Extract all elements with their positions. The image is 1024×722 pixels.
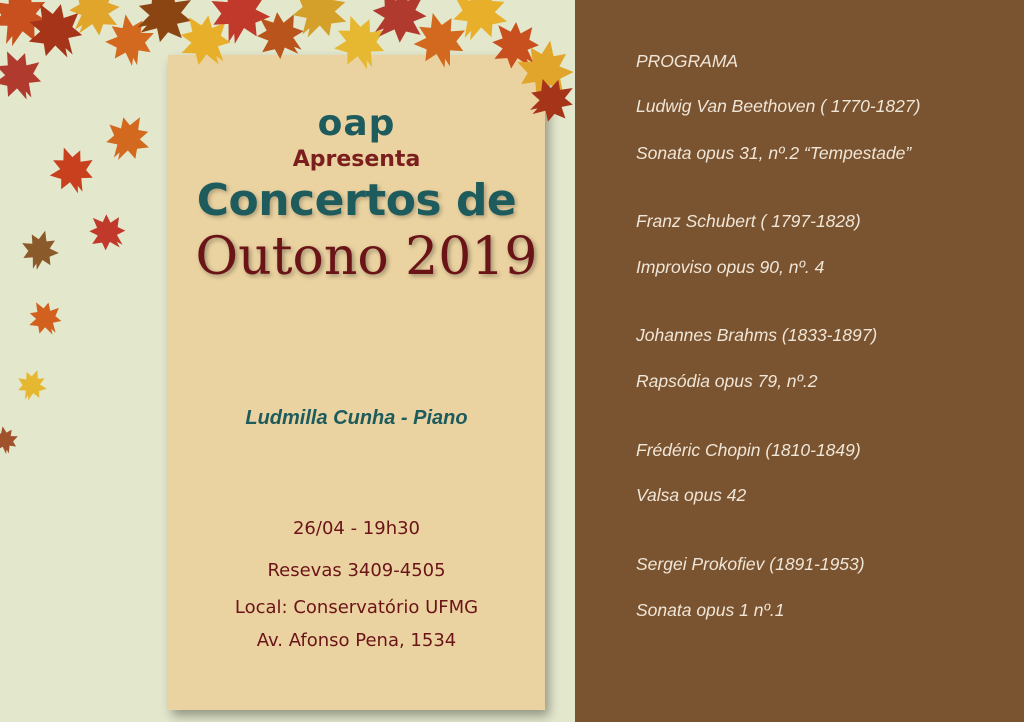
composer-4: Frédéric Chopin (1810-1849) [636, 440, 861, 460]
maple-leaf-icon [12, 365, 52, 405]
maple-leaf-icon [79, 204, 134, 259]
falling-leaves [0, 106, 160, 456]
maple-leaf-icon [0, 424, 21, 456]
composer-2: Franz Schubert ( 1797-1828) [636, 211, 861, 231]
work-1: Sonata opus 31, nº.2 “Tempestade” [636, 143, 912, 163]
reservations-phone: Resevas 3409-4505 [267, 560, 446, 581]
maple-leaf-icon [42, 140, 101, 201]
performer-name: Ludmilla Cunha - Piano [245, 407, 468, 429]
program-heading: PROGRAMA [636, 51, 739, 71]
composer-5: Sergei Prokofiev (1891-1953) [636, 554, 865, 574]
date-time: 26/04 - 19h30 [292, 518, 421, 539]
maple-leaf-icon [96, 106, 159, 170]
work-3: Rapsódia opus 79, nº.2 [636, 371, 818, 391]
maple-leaf-icon [0, 41, 51, 109]
title-line-2: Outono 2019 [195, 227, 538, 287]
work-2: Improviso opus 90, nº. 4 [636, 257, 825, 277]
presents-label: Apresenta [292, 147, 421, 172]
work-4: Valsa opus 42 [636, 485, 747, 505]
venue-location: Local: Conservatório UFMG [234, 597, 479, 618]
composer-3: Johannes Brahms (1833-1897) [636, 325, 878, 345]
composer-1: Ludwig Van Beethoven ( 1770-1827) [636, 96, 921, 116]
title-line-1: Concertos de [196, 175, 517, 226]
maple-leaf-icon [21, 294, 69, 342]
maple-leaf-icon [16, 226, 63, 274]
oap-logo: oap [317, 103, 396, 144]
venue-address: Av. Afonso Pena, 1534 [256, 630, 457, 651]
work-5: Sonata opus 1 nº.1 [636, 600, 785, 620]
leaf-garland-top [0, 0, 575, 132]
